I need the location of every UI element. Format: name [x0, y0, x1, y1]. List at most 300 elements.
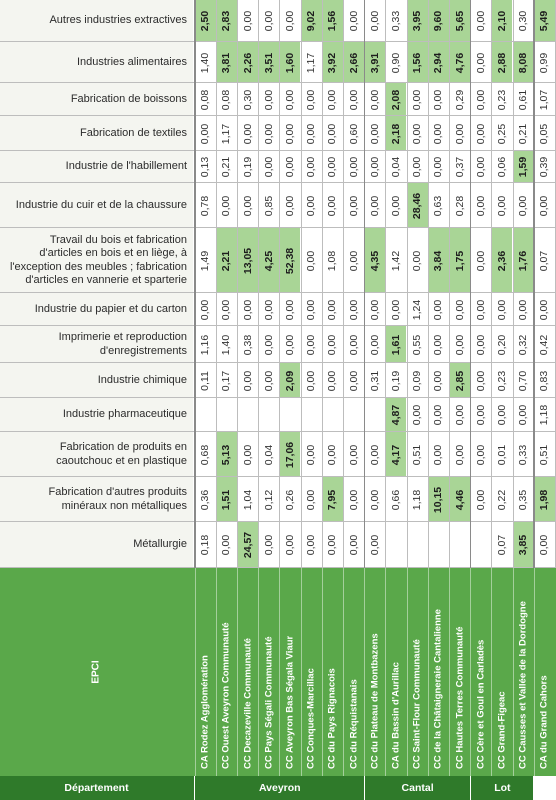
- cell-value: 0,37: [453, 156, 466, 178]
- cell-value: 0,00: [368, 195, 381, 216]
- row-label-line: l'exception des meubles ; fabrication: [10, 260, 187, 273]
- table-cell: [513, 228, 534, 293]
- cell-value: 0,00: [326, 89, 339, 110]
- row-label: [0, 477, 193, 522]
- table-cell: [237, 228, 258, 293]
- table-cell: [365, 363, 386, 398]
- cell-value: 2,50: [199, 10, 212, 32]
- row-label-line: d'articles en bois et en liège, à: [39, 247, 187, 259]
- table-cell: [471, 151, 492, 183]
- cell-value: 0,00: [496, 404, 509, 426]
- cell-value: 4,17: [390, 444, 403, 465]
- column-divider: [407, 0, 408, 568]
- cell-value: 0,90: [390, 52, 403, 73]
- table-cell: [449, 363, 470, 398]
- table-cell: [534, 83, 555, 116]
- departement-name: Lot: [494, 782, 511, 794]
- table-cell: [237, 42, 258, 83]
- cell-value: 0,12: [262, 489, 275, 510]
- table-cell: [259, 293, 280, 326]
- row-label-line: Industrie pharmaceutique: [62, 408, 187, 421]
- table-cell: [534, 363, 555, 398]
- table-cell: [195, 432, 216, 477]
- cell-value: 0,00: [262, 123, 275, 144]
- header-divider: [301, 568, 302, 776]
- table-cell: [386, 522, 407, 568]
- cell-value: 0,00: [262, 10, 275, 32]
- cell-value: 0,00: [241, 299, 254, 320]
- cell-value: 0,00: [368, 10, 381, 32]
- table-cell: [280, 83, 301, 116]
- cell-value: 0,51: [411, 444, 424, 465]
- column-divider: [385, 0, 386, 568]
- cell-value: 0,01: [496, 444, 509, 465]
- cell-value: 0,00: [347, 334, 360, 355]
- column-header-label: CA du Grand Cahors: [538, 675, 550, 769]
- cell-value: 0,00: [474, 404, 487, 426]
- table-cell: [280, 183, 301, 228]
- cell-value: 0,00: [368, 444, 381, 465]
- cell-value: 0,19: [390, 370, 403, 391]
- table-cell: [428, 398, 449, 432]
- cell-value: 0,19: [241, 156, 254, 178]
- cell-value: 0,31: [368, 370, 381, 391]
- cell-value: 0,18: [199, 534, 212, 556]
- cell-value: 13,05: [241, 247, 254, 274]
- table-cell: [449, 42, 470, 83]
- cell-value: 0,42: [538, 334, 551, 355]
- cell-value: 0,20: [496, 334, 509, 355]
- cell-value: 2,85: [453, 370, 466, 391]
- header-divider: [258, 568, 259, 776]
- cell-value: 0,00: [305, 334, 318, 355]
- table-cell: [534, 183, 555, 228]
- table-cell: [534, 326, 555, 363]
- cell-value: 0,29: [453, 89, 466, 110]
- cell-value: 2,09: [284, 370, 297, 391]
- cell-value: 1,61: [390, 334, 403, 355]
- table-cell: [195, 83, 216, 116]
- cell-value: 0,00: [368, 534, 381, 556]
- cell-value: 1,18: [411, 489, 424, 510]
- cell-value: 0,63: [432, 195, 445, 216]
- column-header-label: CA Rodez Agglomération: [199, 655, 211, 769]
- table-cell: [492, 83, 513, 116]
- table-cell: [195, 183, 216, 228]
- departement-name: Aveyron: [258, 782, 301, 794]
- table-cell: [216, 293, 237, 326]
- table-cell: [280, 42, 301, 83]
- cell-value: 4,25: [262, 250, 275, 271]
- table-cell: [428, 116, 449, 151]
- cell-value: 0,00: [262, 299, 275, 320]
- table-cell: [534, 42, 555, 83]
- column-header: [365, 568, 386, 776]
- cell-value: 0,00: [347, 10, 360, 32]
- cell-value: 2,26: [241, 52, 254, 73]
- table-cell: [365, 116, 386, 151]
- cell-value: 0,61: [517, 89, 530, 110]
- table-cell: [301, 522, 322, 568]
- cell-value: 3,95: [411, 10, 424, 32]
- cell-value: 0,00: [453, 299, 466, 320]
- table-cell: [216, 83, 237, 116]
- table-cell: [322, 293, 343, 326]
- table-cell: [216, 116, 237, 151]
- cell-value: 0,35: [517, 489, 530, 510]
- cell-value: 0,00: [538, 299, 551, 320]
- row-label: [0, 522, 193, 568]
- cell-value: 0,00: [305, 156, 318, 178]
- cell-value: 0,00: [326, 334, 339, 355]
- table-cell: [195, 116, 216, 151]
- table-cell: [216, 363, 237, 398]
- table-cell: [471, 183, 492, 228]
- cell-value: 0,17: [220, 370, 233, 391]
- cell-value: 0,00: [474, 370, 487, 391]
- cell-value: 0,00: [517, 404, 530, 426]
- row-label-line: Autres industries extractives: [49, 14, 187, 27]
- row-label: [0, 398, 193, 432]
- cell-value: 0,51: [538, 444, 551, 465]
- header-divider: [385, 568, 386, 776]
- cell-value: 4,35: [368, 250, 381, 271]
- cell-value: 0,13: [199, 156, 212, 178]
- table-cell: [407, 116, 428, 151]
- table-cell: [428, 432, 449, 477]
- cell-value: 0,00: [390, 299, 403, 320]
- table-cell: [322, 183, 343, 228]
- table-cell: [259, 477, 280, 522]
- cell-value: 0,08: [199, 89, 212, 110]
- row-label-line: Fabrication de textiles: [80, 126, 187, 139]
- table-cell: [216, 228, 237, 293]
- cell-value: 3,85: [517, 534, 530, 556]
- cell-value: 0,06: [496, 156, 509, 178]
- table-cell: [471, 326, 492, 363]
- table-cell: [471, 398, 492, 432]
- table-cell: [301, 83, 322, 116]
- departement-separator: [533, 776, 534, 800]
- table-cell: [492, 293, 513, 326]
- row-label: [0, 151, 193, 183]
- row-label-text: [35, 303, 187, 317]
- table-cell: [386, 477, 407, 522]
- row-label-line: Industrie de l'habillement: [65, 160, 187, 173]
- cell-value: 2,36: [496, 250, 509, 271]
- table-cell: [513, 432, 534, 477]
- department-divider: [364, 0, 366, 568]
- column-header-label: CC Conques-Marcillac: [305, 668, 317, 769]
- row-label-text: [80, 127, 187, 141]
- cell-value: 0,00: [368, 334, 381, 355]
- column-header: [343, 568, 364, 776]
- column-header: [534, 568, 555, 776]
- cell-value: 1,16: [199, 334, 212, 355]
- cell-value: 0,21: [517, 123, 530, 144]
- cell-value: 0,38: [241, 334, 254, 355]
- table-cell: [216, 183, 237, 228]
- table-cell: [195, 228, 216, 293]
- table-cell: [513, 522, 534, 568]
- table-cell: [237, 522, 258, 568]
- cell-value: 0,00: [262, 89, 275, 110]
- table-cell: [471, 228, 492, 293]
- cell-value: 0,00: [411, 156, 424, 178]
- table-cell: [428, 183, 449, 228]
- table-cell: [386, 363, 407, 398]
- cell-value: 2,88: [496, 52, 509, 73]
- cell-value: 4,76: [453, 52, 466, 73]
- table-cell: [407, 83, 428, 116]
- header-divider: [343, 568, 344, 776]
- cell-value: 1,04: [241, 489, 254, 510]
- row-label-line: Travail du bois et fabrication: [49, 233, 187, 246]
- table-cell: [301, 293, 322, 326]
- departement-cell: [471, 776, 535, 800]
- table-cell: [534, 151, 555, 183]
- cell-value: 1,18: [538, 404, 551, 426]
- column-header-label: CC Saint-Flour Communauté: [411, 639, 423, 769]
- table-cell: [343, 151, 364, 183]
- table-cell: [365, 151, 386, 183]
- table-cell: [301, 432, 322, 477]
- cell-value: 0,00: [347, 250, 360, 271]
- table-cell: [471, 0, 492, 42]
- column-header: [428, 568, 449, 776]
- table-cell: [237, 116, 258, 151]
- column-divider: [491, 0, 492, 568]
- cell-value: 0,00: [347, 444, 360, 465]
- table-cell: [322, 477, 343, 522]
- table-cell: [259, 116, 280, 151]
- table-cell: [322, 398, 343, 432]
- table-cell: [365, 183, 386, 228]
- cell-value: 0,00: [284, 156, 297, 178]
- cell-value: 0,00: [347, 156, 360, 178]
- table-cell: [280, 293, 301, 326]
- cell-value: 0,78: [199, 195, 212, 216]
- cell-value: 0,00: [474, 52, 487, 73]
- row-label-line: Industrie chimique: [97, 373, 187, 386]
- cell-value: 0,00: [262, 370, 275, 391]
- table-cell: [365, 42, 386, 83]
- table-cell: [301, 326, 322, 363]
- table-cell: [386, 326, 407, 363]
- table-cell: [343, 398, 364, 432]
- cell-value: 0,00: [474, 489, 487, 510]
- table-cell: [259, 522, 280, 568]
- cell-value: 0,11: [199, 370, 212, 391]
- row-label-text: [59, 331, 187, 358]
- table-cell: [407, 363, 428, 398]
- cell-value: 2,10: [496, 10, 509, 32]
- cell-value: 0,28: [453, 195, 466, 216]
- cell-value: 0,00: [326, 444, 339, 465]
- cell-value: 17,06: [284, 441, 297, 468]
- column-header: [280, 568, 301, 776]
- row-label: [0, 228, 193, 293]
- table-cell: [322, 363, 343, 398]
- table-cell: [259, 228, 280, 293]
- table-cell: [365, 228, 386, 293]
- table-cell: [237, 183, 258, 228]
- table-cell: [237, 432, 258, 477]
- cell-value: 0,83: [538, 370, 551, 391]
- table-cell: [407, 293, 428, 326]
- cell-value: 0,00: [474, 10, 487, 32]
- cell-value: 0,00: [368, 299, 381, 320]
- table-cell: [386, 183, 407, 228]
- table-cell: [407, 432, 428, 477]
- table-cell: [534, 398, 555, 432]
- cell-value: 0,00: [453, 404, 466, 426]
- row-label-text: [77, 56, 187, 70]
- cell-value: 0,00: [347, 370, 360, 391]
- cell-value: 0,00: [284, 123, 297, 144]
- cell-value: 2,94: [432, 52, 445, 73]
- column-header-label: CC Grand-Figeac: [496, 691, 508, 769]
- cell-value: 0,00: [262, 534, 275, 556]
- cell-value: 1,56: [411, 52, 424, 73]
- header-divider: [449, 568, 450, 776]
- table-cell: [259, 151, 280, 183]
- department-divider: [194, 0, 196, 568]
- cell-value: 0,00: [474, 250, 487, 271]
- table-cell: [386, 398, 407, 432]
- cell-value: 0,55: [411, 334, 424, 355]
- row-label-text: [10, 234, 187, 288]
- table-cell: [449, 477, 470, 522]
- cell-value: 0,00: [432, 444, 445, 465]
- table-cell: [386, 432, 407, 477]
- column-header-label: CC Ouest Aveyron Communauté: [220, 622, 232, 769]
- table-cell: [280, 477, 301, 522]
- table-cell: [301, 183, 322, 228]
- cell-value: 1,60: [284, 52, 297, 73]
- table-cell: [449, 151, 470, 183]
- cell-value: 0,00: [368, 89, 381, 110]
- cell-value: 2,18: [390, 123, 403, 144]
- column-divider: [237, 0, 238, 568]
- cell-value: 0,00: [284, 10, 297, 32]
- cell-value: 8,08: [517, 52, 530, 73]
- departement-separator: [194, 776, 195, 800]
- table-cell: [301, 42, 322, 83]
- cell-value: 0,00: [474, 156, 487, 178]
- cell-value: 7,95: [326, 489, 339, 510]
- row-label-text: [49, 14, 187, 28]
- column-divider: [279, 0, 280, 568]
- header-divider: [364, 568, 365, 776]
- header-divider: [491, 568, 492, 776]
- table-cell: [428, 363, 449, 398]
- table-cell: [428, 151, 449, 183]
- column-header: [301, 568, 322, 776]
- row-label: [0, 363, 193, 398]
- cell-value: 0,00: [305, 534, 318, 556]
- cell-value: 0,33: [517, 444, 530, 465]
- table-cell: [280, 0, 301, 42]
- table-cell: [471, 42, 492, 83]
- column-header: [195, 568, 216, 776]
- row-label: [0, 183, 193, 228]
- table-cell: [216, 432, 237, 477]
- table-cell: [471, 116, 492, 151]
- cell-value: 0,23: [496, 370, 509, 391]
- table-cell: [428, 42, 449, 83]
- table-cell: [492, 183, 513, 228]
- cell-value: 1,49: [199, 250, 212, 271]
- cell-value: 0,05: [538, 123, 551, 144]
- table-cell: [280, 522, 301, 568]
- table-cell: [216, 0, 237, 42]
- cell-value: 3,51: [262, 52, 275, 73]
- table-cell: [365, 477, 386, 522]
- column-divider: [513, 0, 514, 568]
- column-divider: [428, 0, 429, 568]
- cell-value: 0,00: [496, 299, 509, 320]
- cell-value: 9,60: [432, 10, 445, 32]
- column-divider: [322, 0, 323, 568]
- row-label-line: Industrie du cuir et de la chaussure: [15, 198, 187, 211]
- cell-value: 0,00: [305, 195, 318, 216]
- table-cell: [471, 432, 492, 477]
- table-cell: [471, 83, 492, 116]
- table-cell: [428, 83, 449, 116]
- cell-value: 0,00: [347, 534, 360, 556]
- cell-value: 0,21: [220, 156, 233, 178]
- cell-value: 2,08: [390, 89, 403, 110]
- table-cell: [407, 326, 428, 363]
- table-cell: [386, 83, 407, 116]
- cell-value: 0,07: [496, 534, 509, 556]
- cell-value: 0,00: [284, 299, 297, 320]
- cell-value: 0,00: [199, 123, 212, 144]
- table-cell: [492, 0, 513, 42]
- cell-value: 0,00: [496, 195, 509, 216]
- cell-value: 9,02: [305, 10, 318, 32]
- row-label: [0, 0, 193, 42]
- cell-value: 0,00: [305, 250, 318, 271]
- cell-value: 52,38: [284, 247, 297, 274]
- cell-value: 3,81: [220, 52, 233, 73]
- table-cell: [492, 398, 513, 432]
- column-header: [407, 568, 428, 776]
- table-cell: [365, 398, 386, 432]
- table-cell: [513, 83, 534, 116]
- cell-value: 0,25: [496, 123, 509, 144]
- cell-value: 0,30: [241, 89, 254, 110]
- table-cell: [343, 293, 364, 326]
- cell-value: 0,04: [262, 444, 275, 465]
- table-cell: [407, 42, 428, 83]
- table-cell: [259, 0, 280, 42]
- table-cell: [343, 432, 364, 477]
- table-cell: [449, 522, 470, 568]
- table-cell: [216, 151, 237, 183]
- cell-value: 0,00: [390, 195, 403, 216]
- table-cell: [534, 432, 555, 477]
- cell-value: 3,84: [432, 250, 445, 271]
- cell-value: 0,00: [241, 10, 254, 32]
- table-cell: [259, 363, 280, 398]
- header-divider: [513, 568, 514, 776]
- table-cell: [407, 522, 428, 568]
- cell-value: 0,36: [199, 489, 212, 510]
- table-cell: [471, 477, 492, 522]
- table-cell: [407, 398, 428, 432]
